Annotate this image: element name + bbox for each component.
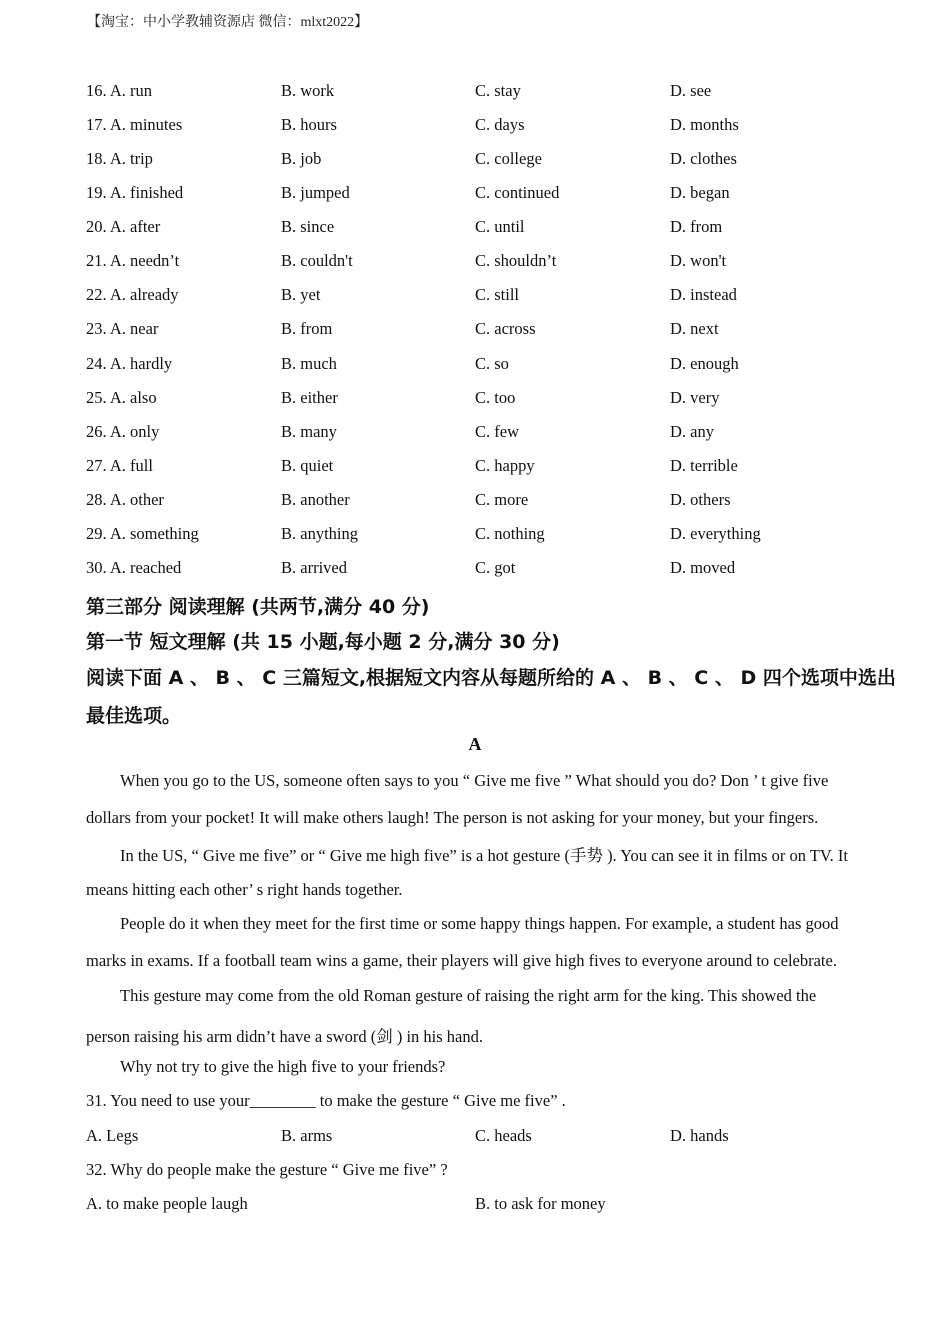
choice-row	[86, 79, 876, 103]
answer-option: A. Legs	[86, 1126, 139, 1145]
passage-line: means hitting each other’ s right hands together.	[86, 880, 403, 899]
choice-option: 16. A. run	[86, 81, 152, 100]
choice-option: B. yet	[281, 285, 321, 304]
choice-option: D. from	[670, 217, 723, 236]
passage-line: dollars from your pocket! It will make others laugh! The person is not asking for your money, but your fingers.	[86, 808, 819, 827]
choice-option: C. so	[475, 354, 509, 373]
choice-option: D. any	[670, 422, 714, 441]
question-32: 32. Why do people make the gesture “ Give me five” ?	[86, 1160, 448, 1179]
choice-option: 28. A. other	[86, 490, 164, 509]
choice-row	[86, 215, 876, 239]
choice-option: D. instead	[670, 285, 737, 304]
choice-row	[86, 352, 876, 376]
choice-option: D. months	[670, 115, 739, 134]
choice-option: B. another	[281, 490, 350, 509]
choice-option: B. anything	[281, 524, 358, 543]
choice-option: 19. A. finished	[86, 183, 184, 202]
choice-option: B. work	[281, 81, 335, 100]
choice-option: C. until	[475, 217, 525, 236]
choice-row	[86, 317, 876, 341]
passage-title: A	[468, 734, 482, 754]
choice-option: 20. A. after	[86, 217, 161, 236]
choice-option: B. either	[281, 388, 338, 407]
choice-option: C. too	[475, 388, 516, 407]
choice-option: C. continued	[475, 183, 560, 202]
choice-option: C. still	[475, 285, 520, 304]
choice-option: 18. A. trip	[86, 149, 153, 168]
choice-option: C. shouldn’t	[475, 251, 557, 270]
choice-option: C. across	[475, 319, 536, 338]
choice-option: 30. A. reached	[86, 558, 182, 577]
page-header: 【淘宝：中小学教辅资源店 微信：mlxt2022】	[87, 15, 369, 30]
choice-option: 25. A. also	[86, 388, 157, 407]
choice-row	[86, 522, 876, 546]
choice-option: B. many	[281, 422, 337, 441]
answer-option: B. arms	[281, 1126, 333, 1145]
choice-option: C. more	[475, 490, 529, 509]
part-title: 第三部分 阅读理解 (共两节,满分 40 分)	[86, 596, 430, 618]
choice-option: C. nothing	[475, 524, 545, 543]
choice-row	[86, 181, 876, 205]
question-31: 31. You need to use your________ to make the gesture “ Give me five” .	[86, 1091, 566, 1110]
answer-option: C. heads	[475, 1126, 532, 1145]
choice-option: 21. A. needn’t	[86, 251, 180, 270]
choice-row	[86, 147, 876, 171]
choice-option: D. everything	[670, 524, 761, 543]
choice-option: D. clothes	[670, 149, 737, 168]
instruction-line: 最佳选项。	[86, 705, 182, 727]
answer-option: D. hands	[670, 1126, 729, 1145]
choice-option: D. very	[670, 388, 720, 407]
choice-option: B. jumped	[281, 183, 350, 202]
passage-line: This gesture may come from the old Roman gesture of raising the right arm for the king. This showed the	[120, 986, 817, 1005]
choice-option: D. see	[670, 81, 712, 100]
passage-line: People do it when they meet for the first time or some happy things happen. For example, a student has good	[120, 914, 839, 933]
choice-option: B. much	[281, 354, 337, 373]
choice-option: B. hours	[281, 115, 337, 134]
passage-line: person raising his arm didn’t have a sword (剑 ) in his hand.	[86, 1027, 483, 1046]
choice-option: D. next	[670, 319, 719, 338]
choice-option: C. few	[475, 422, 519, 441]
section-title: 第一节 短文理解 (共 15 小题,每小题 2 分,满分 30 分)	[86, 631, 560, 653]
passage-line: In the US, “ Give me five” or “ Give me high five” is a hot gesture (手势 ). You can see it in films or on TV. It	[120, 846, 848, 865]
choice-option: 23. A. near	[86, 319, 159, 338]
choice-option: 29. A. something	[86, 524, 199, 543]
instruction-line: 阅读下面 A 、 B 、 C 三篇短文,根据短文内容从每题所给的 A 、 B 、 C 、 D 四个选项中选出	[86, 667, 896, 689]
question-31-options	[86, 1124, 876, 1148]
passage-line: When you go to the US, someone often says to you “ Give me five ” What should you do? Don ’ t give five	[120, 771, 829, 790]
choice-option: C. days	[475, 115, 525, 134]
choice-row	[86, 113, 876, 137]
question-32-options	[86, 1192, 876, 1216]
choice-row	[86, 488, 876, 512]
answer-option: B. to ask for money	[475, 1194, 606, 1213]
choice-row	[86, 420, 876, 444]
choice-option: B. from	[281, 319, 333, 338]
choice-option: B. since	[281, 217, 335, 236]
choice-option: D. terrible	[670, 456, 738, 475]
choice-option: 22. A. already	[86, 285, 179, 304]
choice-option: B. quiet	[281, 456, 334, 475]
choice-option: 27. A. full	[86, 456, 153, 475]
choice-option: 17. A. minutes	[86, 115, 183, 134]
choice-row	[86, 556, 876, 580]
choice-option: C. got	[475, 558, 516, 577]
choice-row	[86, 249, 876, 273]
choice-option: D. began	[670, 183, 730, 202]
choice-row	[86, 283, 876, 307]
choice-option: B. couldn't	[281, 251, 353, 270]
choice-option: C. happy	[475, 456, 535, 475]
passage-line: Why not try to give the high five to your friends?	[120, 1057, 446, 1076]
choice-option: B. job	[281, 149, 322, 168]
answer-option: A. to make people laugh	[86, 1194, 248, 1213]
choice-option: D. moved	[670, 558, 736, 577]
choice-option: 24. A. hardly	[86, 354, 173, 373]
choice-row	[86, 386, 876, 410]
passage-line: marks in exams. If a football team wins a game, their players will give high fives to everyone around to celebrate.	[86, 951, 837, 970]
choice-row	[86, 454, 876, 478]
choice-option: D. enough	[670, 354, 739, 373]
choice-option: 26. A. only	[86, 422, 160, 441]
choice-option: B. arrived	[281, 558, 347, 577]
choice-option: D. won't	[670, 251, 727, 270]
choice-option: C. stay	[475, 81, 521, 100]
choice-option: D. others	[670, 490, 731, 509]
choice-option: C. college	[475, 149, 542, 168]
